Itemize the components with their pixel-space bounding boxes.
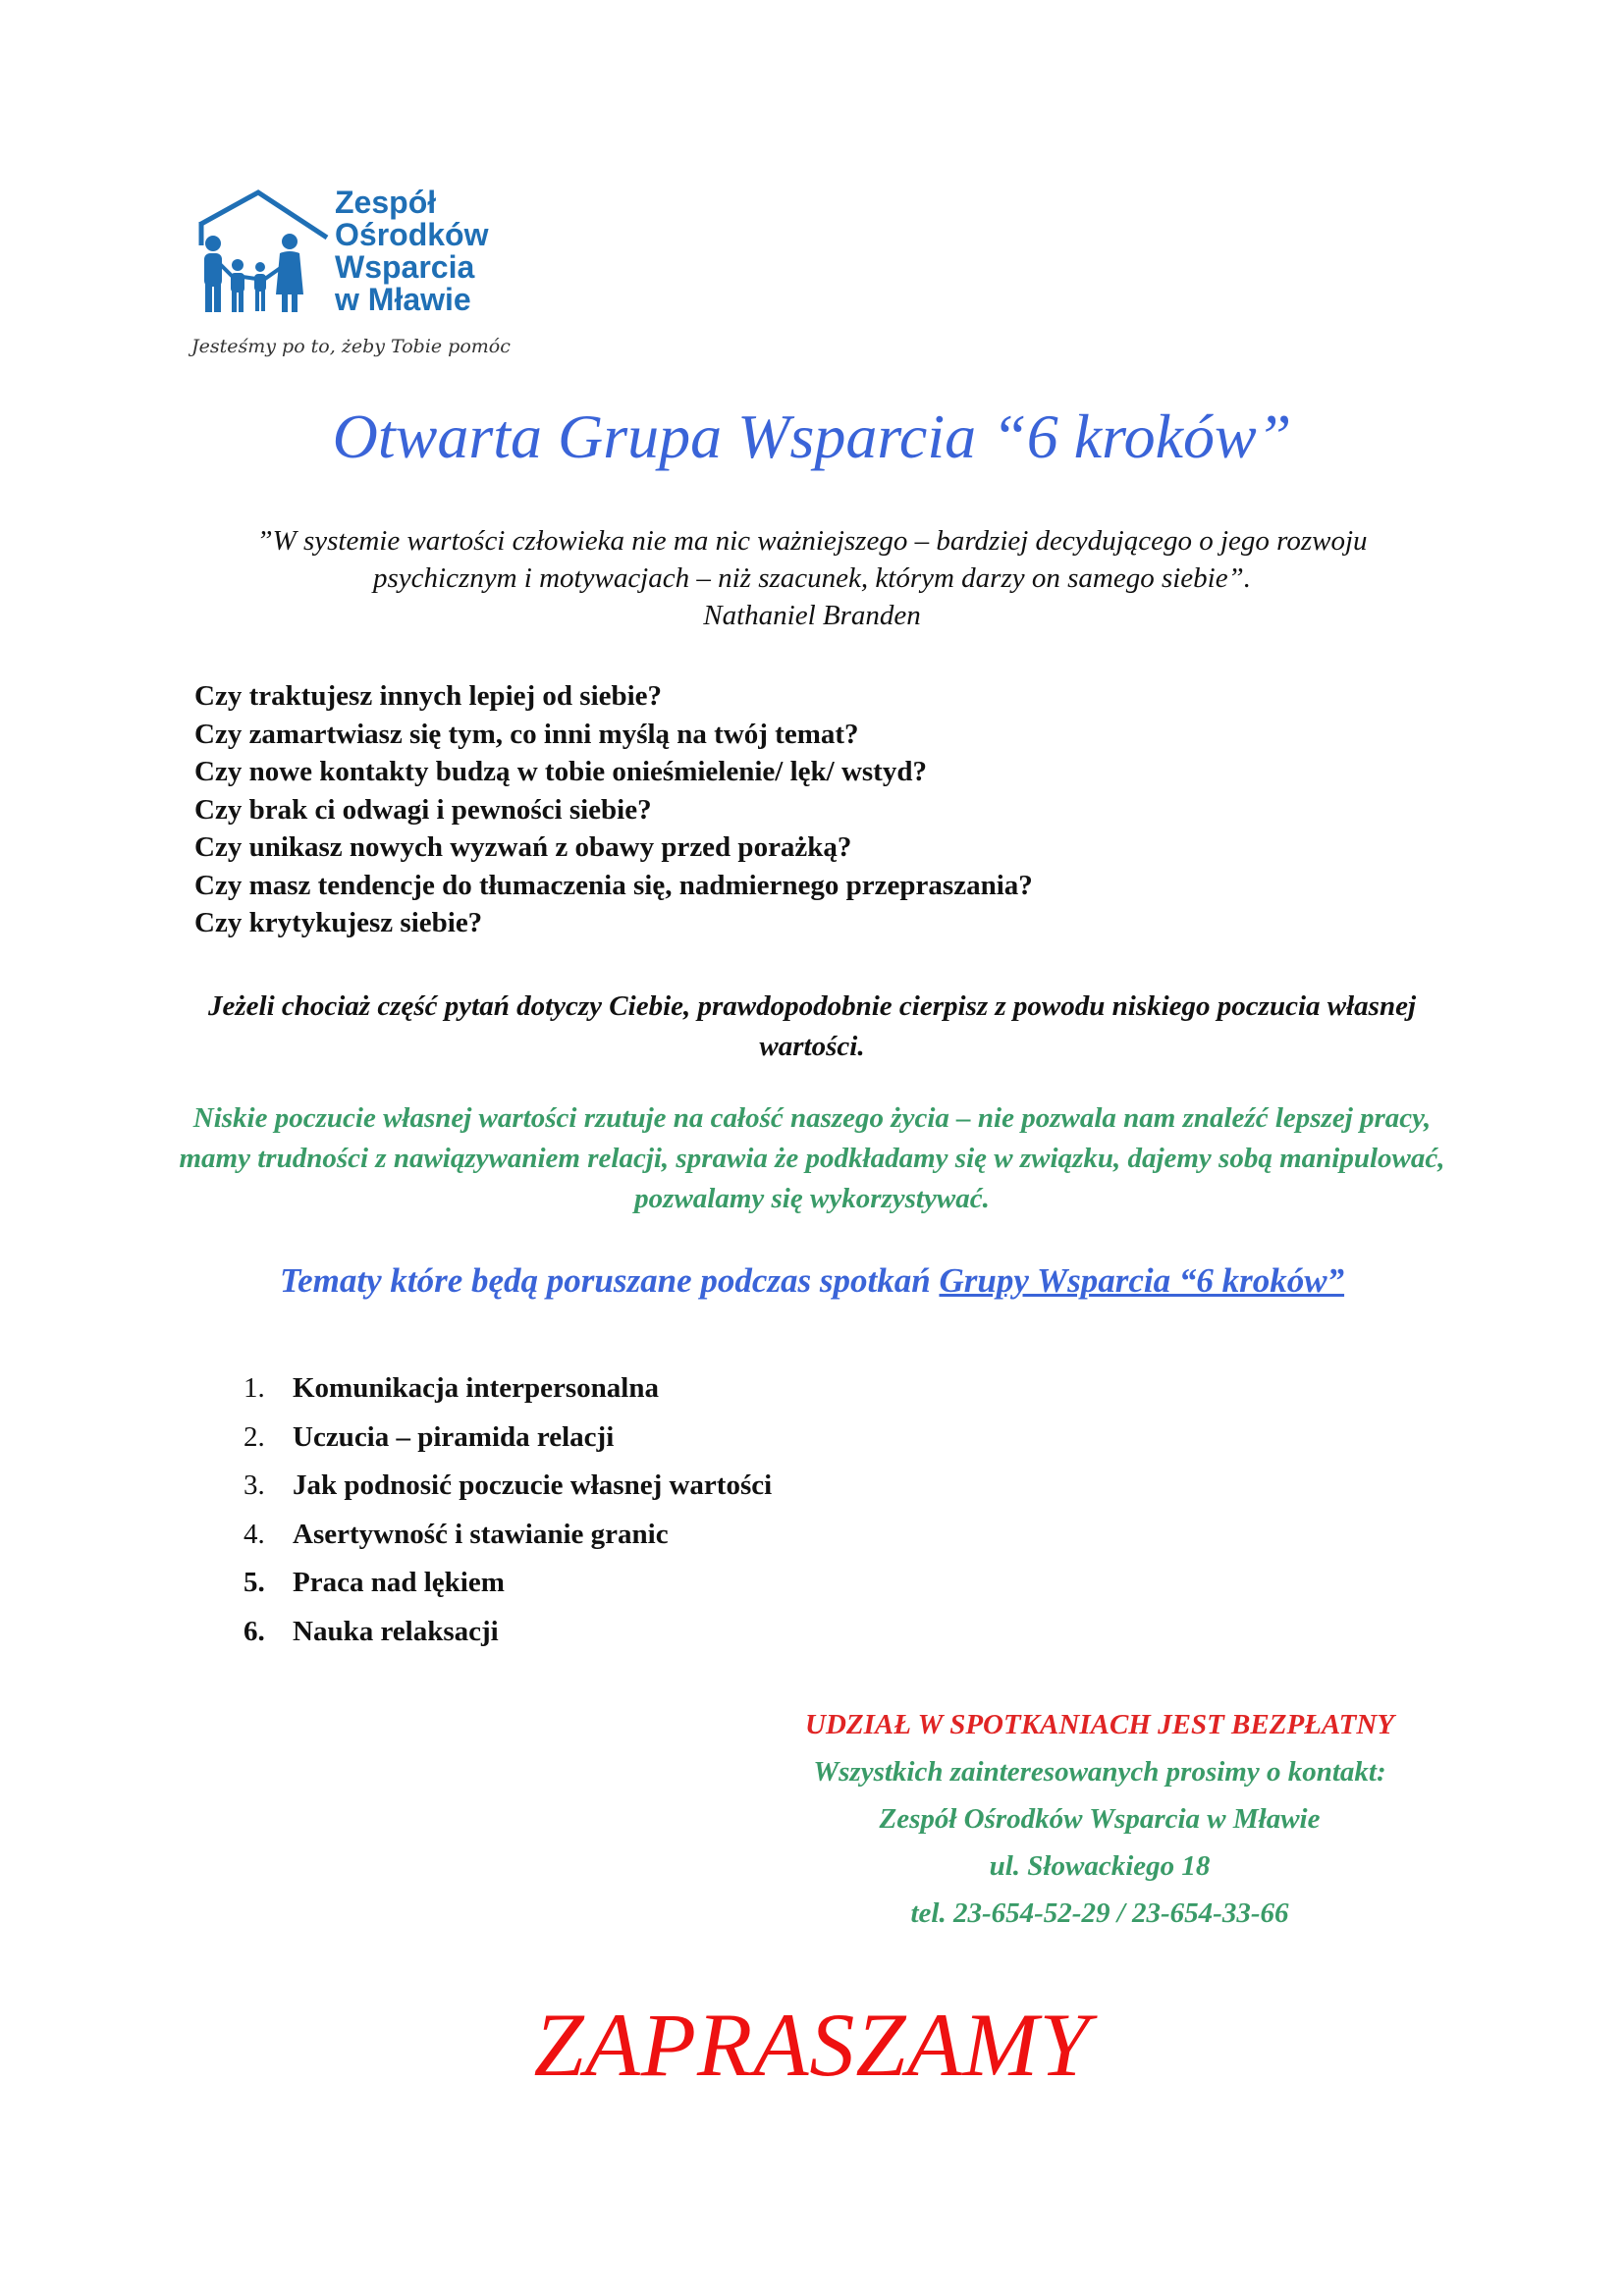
question-item: Czy zamartwiasz się tym, co inni myślą na twój temat? bbox=[194, 718, 859, 750]
topic-item bbox=[244, 1608, 772, 1657]
topics-heading-prefix: Tematy które będą poruszane podczas spotkań bbox=[279, 1261, 931, 1300]
group-link[interactable]: Grupy Wsparcia “6 kroków” bbox=[939, 1261, 1345, 1300]
organization-logo bbox=[191, 185, 511, 368]
topic-item bbox=[244, 1364, 772, 1414]
topic-item bbox=[244, 1414, 772, 1463]
contact-block bbox=[746, 1701, 1453, 1937]
logo-line: Wsparcia bbox=[335, 249, 475, 285]
topic-item bbox=[244, 1559, 772, 1608]
topics-heading bbox=[0, 1261, 1624, 1301]
logo-line: Ośrodków bbox=[335, 217, 489, 252]
effects-paragraph: Niskie poczucie własnej wartości rzutuje na całość naszego życia – nie pozwala nam znaleźć lepszej pracy, mamy trudności z nawiązywaniem relacji, sprawia że podkładamy się w związku, dajemy sobą manipulować, pozwalamy się wykorzystywać. bbox=[179, 1102, 1445, 1214]
topic-label: Jak podnosić poczucie własnej wartości bbox=[293, 1469, 773, 1501]
free-participation-notice: UDZIAŁ W SPOTKANIACH JEST BEZPŁATNY bbox=[805, 1709, 1394, 1740]
page-title: Otwarta Grupa Wsparcia “6 kroków” bbox=[332, 401, 1292, 471]
contact-address: ul. Słowackiego 18 bbox=[989, 1850, 1211, 1882]
quote-text: ”W systemie wartości człowieka nie ma nic ważniejszego – bardziej decydującego o jego rozwoju psychicznym i motywacjach – niż szacunek, którym darzy on samego siebie”. bbox=[256, 525, 1368, 594]
topic-number: 5. bbox=[244, 1567, 265, 1598]
question-item: Czy unikasz nowych wyzwań z obawy przed porażką? bbox=[194, 831, 852, 863]
logo-line: Zespół bbox=[335, 185, 437, 220]
quote-author: Nathaniel Branden bbox=[703, 600, 921, 631]
question-item: Czy brak ci odwagi i pewności siebie? bbox=[194, 793, 652, 826]
logo-wordmark bbox=[335, 187, 488, 316]
self-esteem-notice: Jeżeli chociaż część pytań dotyczy Ciebie, prawdopodobnie cierpisz z powodu niskiego poczucia własnej wartości. bbox=[207, 990, 1417, 1062]
family-house-icon bbox=[191, 187, 329, 324]
contact-organization: Zespół Ośrodków Wsparcia w Mławie bbox=[879, 1803, 1321, 1835]
topic-label: Praca nad lękiem bbox=[293, 1567, 505, 1598]
topic-label: Asertywność i stawianie granic bbox=[293, 1518, 669, 1550]
question-item: Czy masz tendencje do tłumaczenia się, nadmiernego przepraszania? bbox=[194, 869, 1033, 901]
topic-label: Komunikacja interpersonalna bbox=[293, 1372, 659, 1404]
logo-line: w Mławie bbox=[335, 282, 471, 317]
topic-item bbox=[244, 1511, 772, 1560]
question-item: Czy traktujesz innych lepiej od siebie? bbox=[194, 680, 663, 712]
quote bbox=[196, 522, 1428, 634]
contact-phone: tel. 23-654-52-29 / 23-654-33-66 bbox=[910, 1897, 1289, 1929]
question-item: Czy nowe kontakty budzą w tobie onieśmielenie/ lęk/ wstyd? bbox=[194, 756, 927, 787]
topic-label: Nauka relaksacji bbox=[293, 1615, 499, 1647]
topic-number: 4. bbox=[244, 1518, 265, 1550]
logo-tagline: Jesteśmy po to, żeby Tobie pomóc bbox=[191, 336, 511, 357]
topic-number: 2. bbox=[244, 1420, 265, 1453]
question-item: Czy krytykujesz siebie? bbox=[194, 907, 483, 938]
contact-request: Wszystkich zainteresowanych prosimy o kontakt: bbox=[813, 1756, 1386, 1788]
topic-number: 3. bbox=[244, 1469, 265, 1501]
invitation-banner: ZAPRASZAMY bbox=[533, 1995, 1091, 2095]
question-list bbox=[194, 677, 1033, 942]
topic-label: Uczucia – piramida relacji bbox=[293, 1420, 615, 1453]
topic-list bbox=[244, 1364, 772, 1656]
topic-item bbox=[244, 1462, 772, 1511]
topic-number: 6. bbox=[244, 1615, 265, 1647]
topic-number: 1. bbox=[244, 1372, 265, 1404]
